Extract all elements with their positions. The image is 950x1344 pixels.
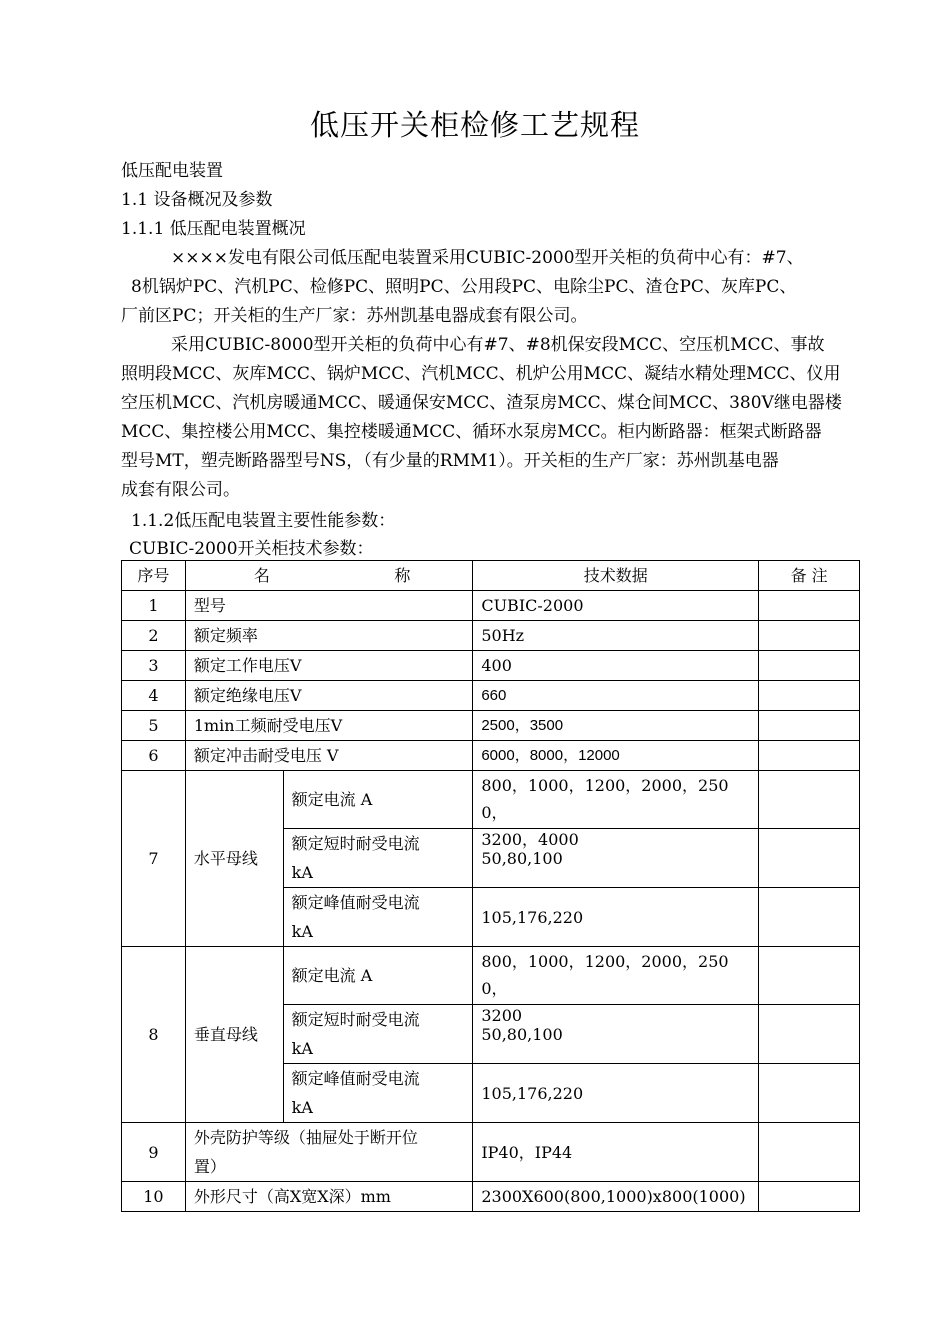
paragraph-line: 空压机MCC、汽机房暖通MCC、暖通保安MCC、渣泵房MCC、煤仓间MCC、380V继电器楼: [121, 393, 842, 413]
row-note: [759, 591, 860, 621]
paragraph-line: 成套有限公司。: [121, 480, 240, 500]
header-note: 备 注: [759, 561, 860, 591]
row-note: [759, 651, 860, 681]
row-note: [759, 741, 860, 771]
sub-name-line: 额定短时耐受电流: [291, 1010, 420, 1029]
row-no: 6: [122, 741, 186, 771]
paragraph-line: ××××发电有限公司低压配电装置采用CUBIC-2000型开关柜的负荷中心有：#7、: [171, 248, 804, 268]
row-no: 2: [122, 621, 186, 651]
row-note: [759, 829, 860, 888]
sub-name: [283, 1005, 473, 1064]
row-tech: IP40，IP44: [473, 1123, 759, 1182]
sub-tech: [473, 947, 759, 1025]
row-note: [759, 1123, 860, 1182]
table-row: [122, 681, 860, 711]
row-note: [759, 888, 860, 947]
sub-name-line: kA: [291, 922, 313, 941]
sub-name: [283, 829, 473, 888]
row-name: 额定冲击耐受电压 V: [185, 741, 473, 771]
table-row: [122, 771, 860, 829]
table-row: [122, 711, 860, 741]
row-note: [759, 1182, 860, 1212]
row-tech: 660: [473, 681, 759, 711]
header-name-char: 称: [394, 566, 411, 585]
sub-name: [283, 1064, 473, 1123]
header-tech: 技术数据: [473, 561, 759, 591]
row-tech: 6000，8000，12000: [473, 741, 759, 771]
row-name: [185, 1123, 473, 1182]
paragraph-line: 厂前区PC；开关柜的生产厂家：苏州凯基电器成套有限公司。: [121, 306, 588, 326]
sub-name-line: kA: [291, 1039, 313, 1058]
paragraph-line: 型号MT，塑壳断路器型号NS，（有少量的RMM1）。开关柜的生产厂家：苏州凯基电器: [121, 451, 779, 471]
header-no: 序号: [122, 561, 186, 591]
row-note: [759, 1064, 860, 1123]
sub-name: 额定电流 A: [283, 947, 473, 1005]
sub-name-line: 额定峰值耐受电流: [291, 1069, 420, 1088]
row-name: 外形尺寸（高X宽X深）mm: [185, 1182, 473, 1212]
tech-line: 3200: [481, 1006, 523, 1025]
heading-section-1-1-1: 1.1.1 低压配电装置概况: [121, 219, 306, 239]
document-title: 低压开关柜检修工艺规程: [309, 108, 640, 142]
header-name: [185, 561, 473, 591]
row-tech: 2500，3500: [473, 711, 759, 741]
table-row: [122, 741, 860, 771]
row-tech: CUBIC-2000: [473, 591, 759, 621]
row-no: 1: [122, 591, 186, 621]
cubic-2000-parameter-table: [121, 560, 860, 1212]
row-name: 额定绝缘电压V: [185, 681, 473, 711]
row-no: 4: [122, 681, 186, 711]
paragraph-cubic-8000: [121, 331, 867, 505]
sub-name-line: kA: [291, 863, 313, 882]
sub-tech: 50,80,100: [473, 1005, 759, 1064]
paragraph-line: 照明段MCC、灰库MCC、锅炉MCC、汽机MCC、机炉公用MCC、凝结水精处理MCC、仪用: [121, 364, 841, 384]
paragraph-line: 采用CUBIC-8000型开关柜的负荷中心有#7、#8机保安段MCC、空压机MCC、事故: [171, 335, 825, 355]
row-note: [759, 681, 860, 711]
paragraph-line: 8机锅炉PC、汽机PC、检修PC、照明PC、公用段PC、电除尘PC、渣仓PC、灰库PC、: [131, 277, 797, 297]
row-note: [759, 621, 860, 651]
row-name: 额定频率: [185, 621, 473, 651]
row-note: [759, 771, 860, 829]
row-name-line: 置）: [193, 1157, 226, 1176]
row-name: 额定工作电压V: [185, 651, 473, 681]
paragraph-cubic-2000: [121, 244, 867, 331]
tech-line: 800，1000，1200，2000，250: [481, 776, 729, 795]
row-name: 水平母线: [185, 771, 283, 947]
row-no: 5: [122, 711, 186, 741]
row-note: [759, 1005, 860, 1064]
row-tech: 2300X600(800,1000)x800(1000): [473, 1182, 759, 1212]
table-row: [122, 1123, 860, 1182]
row-name: 垂直母线: [185, 947, 283, 1123]
table-row: [122, 1182, 860, 1212]
row-no: 10: [122, 1182, 186, 1212]
table-row: [122, 621, 860, 651]
table-row: [122, 651, 860, 681]
heading-section-1-1: 1.1 设备概况及参数: [121, 190, 273, 210]
sub-tech: [473, 771, 759, 849]
heading-low-voltage-device: 低压配电装置: [121, 161, 223, 181]
heading-section-1-1-2: 1.1.2低压配电装置主要性能参数：: [131, 511, 396, 531]
paragraph-line: MCC、集控楼公用MCC、集控楼暖通MCC、循环水泵房MCC。柜内断路器：框架式断路器: [121, 422, 822, 442]
row-no: 7: [122, 771, 186, 947]
sub-tech: 105,176,220: [473, 888, 759, 947]
table-caption: CUBIC-2000开关柜技术参数：: [129, 539, 374, 559]
row-note: [759, 711, 860, 741]
table-row: [122, 591, 860, 621]
row-no: 8: [122, 947, 186, 1123]
row-no: 9: [122, 1123, 186, 1182]
tech-line: 0，: [481, 979, 508, 998]
row-name: 1min工频耐受电压V: [185, 711, 473, 741]
sub-name: [283, 888, 473, 947]
sub-name: 额定电流 A: [283, 771, 473, 829]
sub-name-line: kA: [291, 1098, 313, 1117]
header-name-char: 名: [253, 566, 270, 585]
table-row: [122, 947, 860, 1005]
sub-name-line: 额定峰值耐受电流: [291, 893, 420, 912]
tech-line: 800，1000，1200，2000，250: [481, 952, 729, 971]
table-header-row: [122, 561, 860, 591]
row-tech: 50Hz: [473, 621, 759, 651]
sub-tech: 50,80,100: [473, 829, 759, 888]
row-tech: 400: [473, 651, 759, 681]
row-name-line: 外壳防护等级（抽屉处于断开位: [193, 1128, 418, 1147]
tech-line: 0，: [481, 803, 508, 822]
row-note: [759, 947, 860, 1005]
row-no: 3: [122, 651, 186, 681]
row-name: 型号: [185, 591, 473, 621]
tech-line: 3200，4000: [481, 830, 579, 849]
sub-tech: 105,176,220: [473, 1064, 759, 1123]
sub-name-line: 额定短时耐受电流: [291, 834, 420, 853]
